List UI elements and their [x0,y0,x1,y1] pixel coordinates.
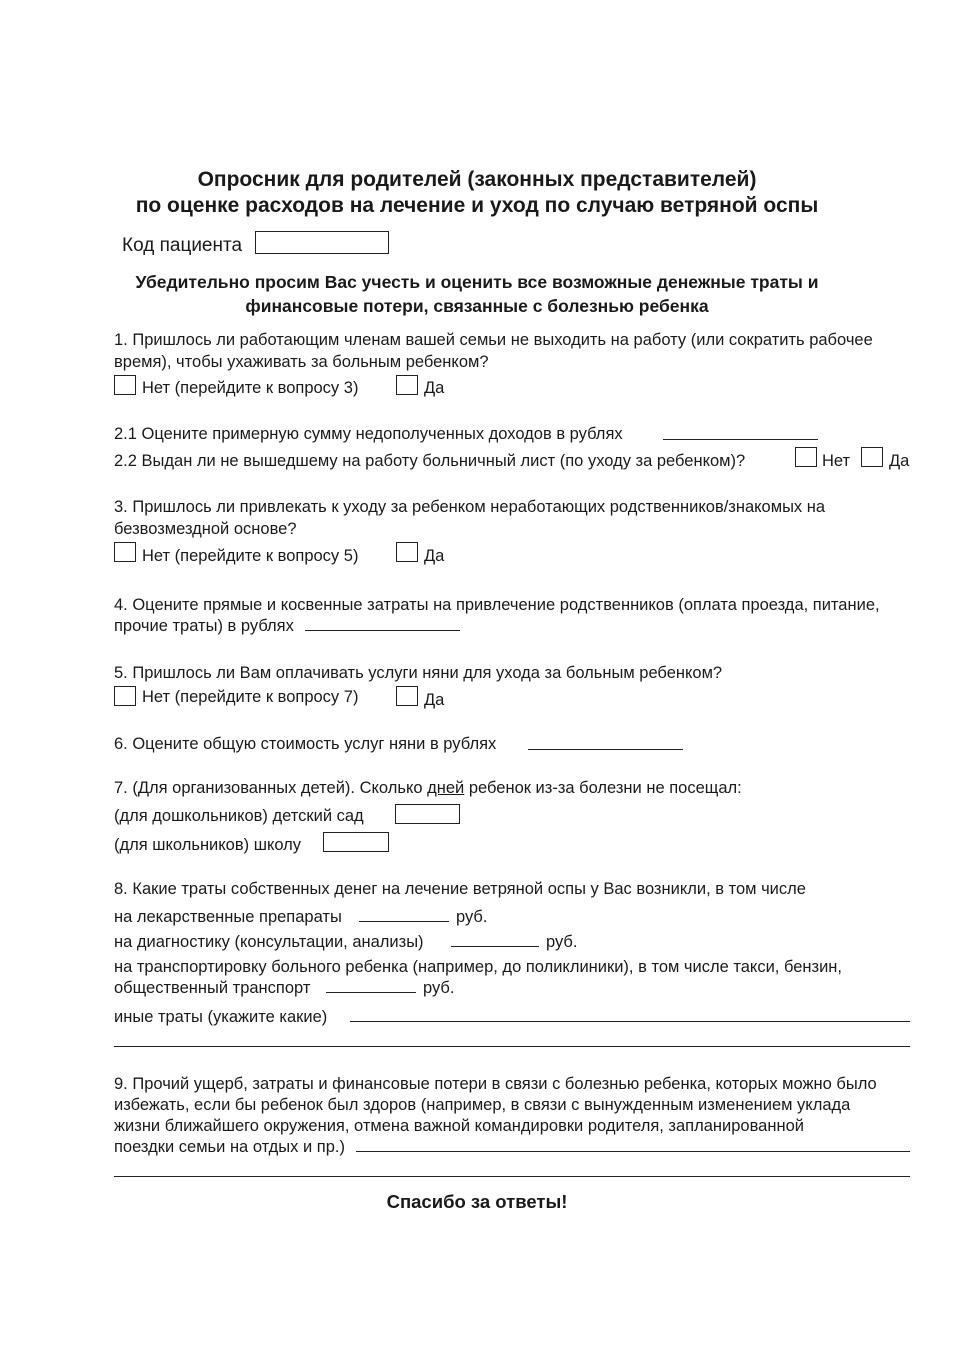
question-1-text-line2: время), чтобы ухаживать за больным ребенком? [114,353,489,371]
q8-transport-label: на транспортировку больного ребенка (например, до поликлиники), в том числе такси, бензин, [114,958,842,976]
q2-2-no-checkbox[interactable] [795,447,817,467]
question-9-text-line4: поездки семьи на отдых и пр.) [114,1138,345,1156]
question-9-text: 9. Прочий ущерб, затраты и финансовые потери в связи с болезнью ребенка, которых можно было [114,1075,877,1093]
question-9-text-line3: жизни ближайшего окружения, отмена важной командировки родителя, запланированной [114,1117,804,1135]
question-2-1-text: 2.1 Оцените примерную сумму недополученных доходов в рублях [114,425,623,443]
q8-diagnostics-currency: руб. [546,933,578,951]
q8-transport-currency: руб. [423,979,455,997]
q5-yes-checkbox[interactable] [396,686,418,706]
intro-text-line2: финансовые потери, связанные с болезнью ребенка [245,296,709,316]
question-5-text: 5. Пришлось ли Вам оплачивать услуги няни для ухода за больным ребенком? [114,664,723,682]
q1-no-checkbox[interactable] [114,375,136,395]
q4-answer-line[interactable] [305,630,460,631]
page-title-line2: по оценке расходов на лечение и уход по случаю ветряной оспы [135,194,819,217]
question-2-2-text: 2.2 Выдан ли не вышедшему на работу больничный лист (по уходу за ребенком)? [114,452,746,470]
q5-no-label: Нет (перейдите к вопросу 7) [142,688,359,706]
thanks-text: Спасибо за ответы! [386,1191,568,1212]
q2-2-yes-label: Да [889,452,910,470]
q5-yes-label: Да [424,691,445,709]
q8-drugs-label: на лекарственные препараты [114,908,342,926]
question-7-text [114,777,742,799]
intro-text: Убедительно просим Вас учесть и оценить все возможные денежные траты и [135,272,819,292]
q9-answer-line-2[interactable] [114,1176,910,1177]
q2-2-no-label: Нет [822,452,851,470]
q7-text-post: ребенок из-за болезни не посещал: [464,779,742,797]
q7-preschool-label: (для дошкольников) детский сад [114,807,364,825]
q8-other-label: иные траты (укажите какие) [114,1008,328,1026]
q8-other-answer-line[interactable] [350,1021,910,1022]
page-title: Опросник для родителей (законных представителей) [197,168,757,191]
question-1-text: 1. Пришлось ли работающим членам вашей семьи не выходить на работу (или сократить рабочее [114,331,873,349]
question-8-text: 8. Какие траты собственных денег на лечение ветряной оспы у Вас возникли, в том числе [114,880,806,898]
q7-text-days: дней [427,779,465,797]
q3-no-label: Нет (перейдите к вопросу 5) [142,547,359,565]
q2-2-yes-checkbox[interactable] [861,447,883,467]
q7-preschool-days-field[interactable] [395,804,460,824]
q7-text-pre: 7. (Для организованных детей). Сколько [114,779,428,797]
q9-answer-line[interactable] [356,1151,910,1152]
q7-school-label: (для школьников) школу [114,836,302,854]
question-9-text-line2: избежать, если бы ребенок был здоров (например, в связи с вынужденным изменением уклада [114,1096,851,1114]
q8-transport-answer-line[interactable] [326,992,416,993]
patient-code-label: Код пациента [122,235,243,256]
q8-diagnostics-answer-line[interactable] [451,946,539,947]
q8-transport-label-line2: общественный транспорт [114,979,311,997]
q7-school-days-field[interactable] [323,832,389,852]
q8-other-answer-line-2[interactable] [114,1046,910,1047]
question-4-text: 4. Оцените прямые и косвенные затраты на привлечение родственников (оплата проезда, питание, [114,596,880,614]
q3-yes-label: Да [424,547,445,565]
q1-yes-checkbox[interactable] [396,375,418,395]
q3-yes-checkbox[interactable] [396,542,418,562]
q8-diagnostics-label: на диагностику (консультации, анализы) [114,933,424,951]
q8-drugs-answer-line[interactable] [359,921,449,922]
q6-answer-line[interactable] [528,749,683,750]
question-6-text: 6. Оцените общую стоимость услуг няни в рублях [114,735,497,753]
q8-drugs-currency: руб. [456,908,488,926]
q5-no-checkbox[interactable] [114,686,136,706]
q2-1-answer-line[interactable] [663,439,818,440]
question-3-text: 3. Пришлось ли привлекать к уходу за ребенком неработающих родственников/знакомых на [114,498,826,516]
q3-no-checkbox[interactable] [114,542,136,562]
q1-no-label: Нет (перейдите к вопросу 3) [142,379,359,397]
q1-yes-label: Да [424,379,445,397]
question-4-text-line2: прочие траты) в рублях [114,617,294,635]
question-3-text-line2: безвозмездной основе? [114,520,297,538]
patient-code-field[interactable] [255,231,389,254]
